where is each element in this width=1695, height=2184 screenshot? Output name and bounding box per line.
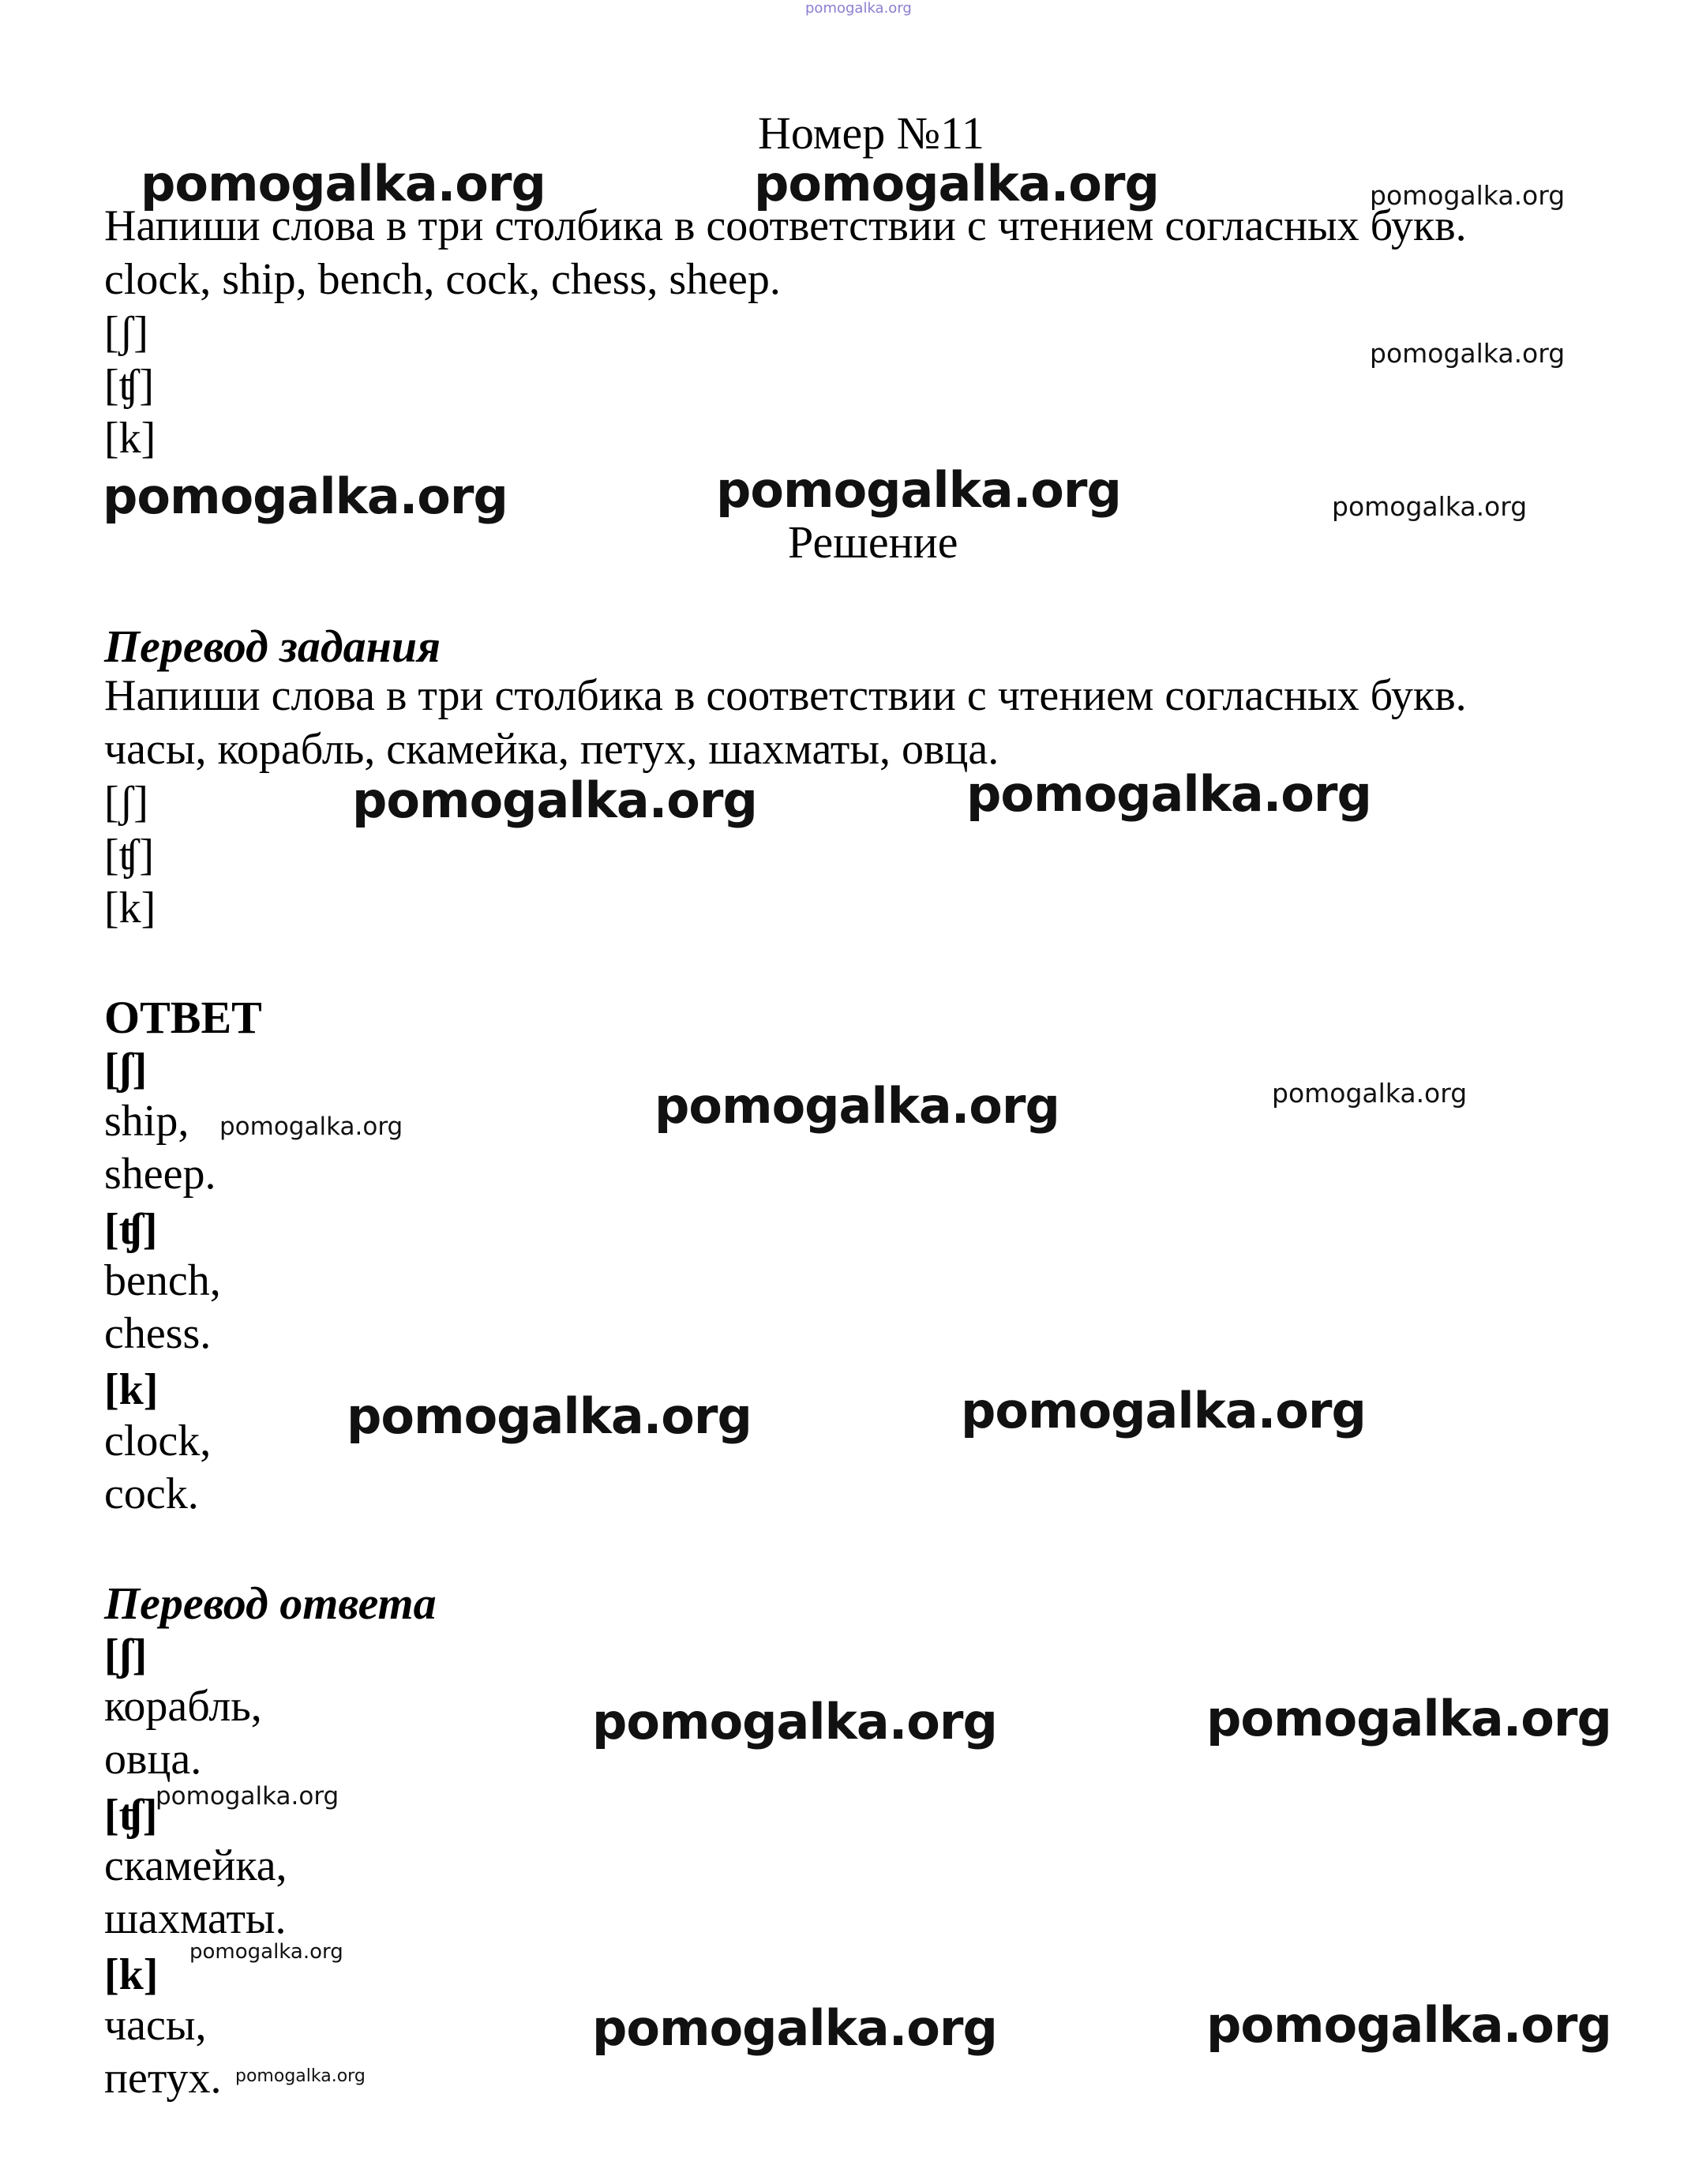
answer-word: bench,: [104, 1256, 221, 1305]
watermark: pomogalka.org: [352, 771, 757, 829]
answer-word: cock.: [104, 1469, 199, 1518]
answer-translation-sound-ch: [ʧ]: [104, 1791, 158, 1840]
watermark: pomogalka.org: [654, 1077, 1059, 1135]
watermark: pomogalka.org: [592, 1999, 997, 2057]
answer-translation-word: скамейка,: [104, 1841, 287, 1890]
answer-word: chess.: [104, 1309, 212, 1358]
answer-translation-word: овца.: [104, 1735, 202, 1784]
solution-label: Решение: [788, 516, 958, 568]
answer-heading: ОТВЕТ: [104, 992, 262, 1043]
answer-translation-word: петух.: [104, 2054, 222, 2103]
task-words: clock, ship, bench, cock, chess, sheep.: [104, 255, 781, 304]
task-sound-sh: [ʃ]: [104, 308, 148, 357]
answer-sound-sh: [ʃ]: [104, 1045, 148, 1094]
task-instruction: Напиши слова в три столбика в соответствии с чтением согласных букв.: [104, 201, 1467, 250]
watermark: pomogalka.org: [716, 461, 1121, 519]
watermark: pomogalka.org: [219, 1113, 403, 1141]
translation-sound-k: [k]: [104, 884, 156, 933]
watermark: pomogalka.org: [1272, 1078, 1468, 1109]
watermark: pomogalka.org: [347, 1387, 752, 1445]
watermark: pomogalka.org: [966, 765, 1371, 823]
watermark: pomogalka.org: [141, 155, 546, 212]
watermark: pomogalka.org: [1206, 1996, 1611, 2054]
answer-translation-word: часы,: [104, 2001, 207, 2050]
watermark: pomogalka.org: [189, 1940, 343, 1964]
watermark: pomogalka.org: [592, 1693, 997, 1751]
watermark: pomogalka.org: [103, 467, 508, 525]
watermark: pomogalka.org: [156, 1782, 339, 1811]
task-sound-k: [k]: [104, 414, 156, 463]
answer-translation-heading: Перевод ответа: [104, 1578, 437, 1629]
task-sound-ch: [ʧ]: [104, 361, 155, 410]
answer-translation-word: шахматы.: [104, 1894, 287, 1943]
answer-translation-sound-sh: [ʃ]: [104, 1630, 148, 1679]
translation-instruction: Напиши слова в три столбика в соответствии с чтением согласных букв.: [104, 671, 1467, 720]
watermark: pomogalka.org: [235, 2066, 366, 2086]
answer-translation-sound-k: [k]: [104, 1950, 159, 1999]
answer-sound-ch: [ʧ]: [104, 1205, 158, 1254]
answer-word: ship,: [104, 1097, 189, 1146]
answer-sound-k: [k]: [104, 1365, 159, 1414]
translation-sound-sh: [ʃ]: [104, 778, 148, 827]
watermark: pomogalka.org: [1370, 338, 1566, 369]
watermark: pomogalka.org: [754, 155, 1159, 212]
watermark: pomogalka.org: [961, 1382, 1366, 1439]
top-watermark: pomogalka.org: [805, 0, 912, 17]
page-title: Номер №11: [758, 107, 984, 159]
answer-word: clock,: [104, 1417, 212, 1465]
watermark: pomogalka.org: [1332, 491, 1528, 522]
translation-sound-ch: [ʧ]: [104, 831, 155, 880]
translation-heading: Перевод задания: [104, 621, 441, 672]
answer-word: sheep.: [104, 1150, 216, 1199]
answer-translation-word: корабль,: [104, 1682, 262, 1731]
translation-words: часы, корабль, скамейка, петух, шахматы, овца.: [104, 725, 999, 774]
watermark: pomogalka.org: [1206, 1690, 1611, 1747]
watermark: pomogalka.org: [1370, 180, 1566, 211]
